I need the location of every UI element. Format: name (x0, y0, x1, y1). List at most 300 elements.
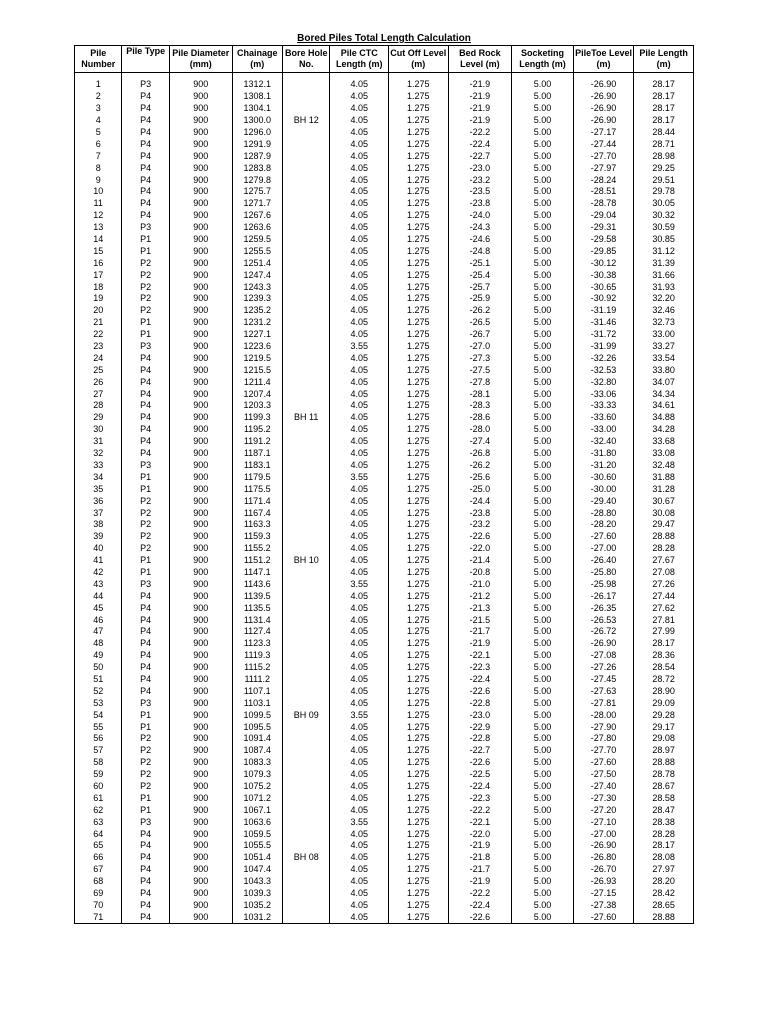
chainage-cell: 1071.2 (232, 792, 282, 804)
table-row (75, 364, 694, 376)
pile-toe-level-cell: -33.06 (573, 388, 634, 400)
cut-off-level-cell: 1.275 (389, 305, 449, 317)
pile-ctc-length-cell: 4.05 (330, 269, 389, 281)
pile-number-cell: 22 (75, 329, 122, 341)
socketing-length-cell: 5.00 (512, 162, 574, 174)
pile-length-cell: 28.88 (634, 531, 694, 543)
pile-diameter-cell: 900 (169, 757, 232, 769)
socketing-length-cell: 5.00 (512, 650, 574, 662)
bed-rock-level-cell: -22.5 (448, 769, 512, 781)
table-row (75, 769, 694, 781)
chainage-cell: 1211.4 (232, 376, 282, 388)
cut-off-level-cell: 1.275 (389, 709, 449, 721)
pile-toe-level-cell: -26.35 (573, 602, 634, 614)
pile-number-cell: 9 (75, 174, 122, 186)
bore-hole-cell (282, 911, 329, 923)
pile-toe-level-cell: -30.38 (573, 269, 634, 281)
calculation-sheet (74, 33, 694, 924)
cut-off-level-cell: 1.275 (389, 127, 449, 139)
bore-hole-cell: BH 11 (282, 412, 329, 424)
pile-ctc-length-cell: 4.05 (330, 376, 389, 388)
pile-number-cell: 60 (75, 781, 122, 793)
pile-type-cell: P4 (122, 162, 169, 174)
chainage-cell: 1087.4 (232, 745, 282, 757)
pile-ctc-length-cell: 4.05 (330, 697, 389, 709)
socketing-length-cell: 5.00 (512, 483, 574, 495)
pile-ctc-length-cell: 3.55 (330, 709, 389, 721)
pile-type-cell: P3 (122, 816, 169, 828)
pile-toe-level-cell: -31.99 (573, 341, 634, 353)
pile-diameter-cell: 900 (169, 115, 232, 127)
pile-toe-level-cell: -27.70 (573, 150, 634, 162)
pile-ctc-length-cell: 4.05 (330, 840, 389, 852)
chainage-cell: 1275.7 (232, 186, 282, 198)
pile-toe-level-cell: -30.65 (573, 281, 634, 293)
cut-off-level-cell: 1.275 (389, 364, 449, 376)
cut-off-level-cell: 1.275 (389, 662, 449, 674)
pile-ctc-length-cell: 4.05 (330, 198, 389, 210)
pile-type-cell: P3 (122, 222, 169, 234)
pile-ctc-length-cell: 4.05 (330, 650, 389, 662)
chainage-cell: 1115.2 (232, 662, 282, 674)
pile-diameter-cell: 900 (169, 626, 232, 638)
table-row (75, 222, 694, 234)
chainage-cell: 1251.4 (232, 257, 282, 269)
pile-ctc-length-cell: 4.05 (330, 115, 389, 127)
bore-hole-cell (282, 888, 329, 900)
pile-type-cell: P3 (122, 341, 169, 353)
chainage-cell: 1187.1 (232, 448, 282, 460)
pile-number-cell: 49 (75, 650, 122, 662)
chainage-cell: 1239.3 (232, 293, 282, 305)
socketing-length-cell: 5.00 (512, 733, 574, 745)
pile-diameter-cell: 900 (169, 424, 232, 436)
chainage-cell: 1119.3 (232, 650, 282, 662)
bore-hole-cell (282, 127, 329, 139)
bore-hole-cell (282, 174, 329, 186)
pile-ctc-length-cell: 4.05 (330, 876, 389, 888)
pile-number-cell: 6 (75, 138, 122, 150)
table-row (75, 555, 694, 567)
cut-off-level-cell: 1.275 (389, 376, 449, 388)
pile-type-cell: P4 (122, 602, 169, 614)
bore-hole-cell (282, 400, 329, 412)
pile-length-cell: 29.51 (634, 174, 694, 186)
cut-off-level-cell: 1.275 (389, 281, 449, 293)
pile-ctc-length-cell: 4.05 (330, 781, 389, 793)
pile-type-cell: P2 (122, 495, 169, 507)
pile-toe-level-cell: -27.70 (573, 745, 634, 757)
pile-diameter-cell: 900 (169, 602, 232, 614)
pile-toe-level-cell: -27.80 (573, 733, 634, 745)
cut-off-level-cell: 1.275 (389, 245, 449, 257)
bore-hole-cell (282, 638, 329, 650)
table-row (75, 816, 694, 828)
pile-toe-level-cell: -33.33 (573, 400, 634, 412)
cut-off-level-cell: 1.275 (389, 495, 449, 507)
cut-off-level-cell: 1.275 (389, 899, 449, 911)
pile-type-cell: P4 (122, 198, 169, 210)
pile-type-cell: P4 (122, 127, 169, 139)
pile-diameter-cell: 900 (169, 567, 232, 579)
bore-hole-cell (282, 245, 329, 257)
bed-rock-level-cell: -21.8 (448, 852, 512, 864)
pile-number-cell: 45 (75, 602, 122, 614)
pile-toe-level-cell: -27.00 (573, 543, 634, 555)
pile-type-cell: P1 (122, 234, 169, 246)
pile-number-cell: 13 (75, 222, 122, 234)
chainage-cell: 1300.0 (232, 115, 282, 127)
pile-diameter-cell: 900 (169, 234, 232, 246)
pile-type-cell: P4 (122, 614, 169, 626)
cut-off-level-cell: 1.275 (389, 555, 449, 567)
chainage-cell: 1055.5 (232, 840, 282, 852)
pile-diameter-cell: 900 (169, 341, 232, 353)
table-row (75, 79, 694, 91)
pile-diameter-cell: 900 (169, 436, 232, 448)
cut-off-level-cell: 1.275 (389, 412, 449, 424)
pile-type-cell: P2 (122, 757, 169, 769)
bore-hole-cell (282, 792, 329, 804)
pile-type-cell: P4 (122, 91, 169, 103)
pile-toe-level-cell: -29.04 (573, 210, 634, 222)
table-row (75, 471, 694, 483)
header-row (75, 46, 694, 73)
pile-type-cell: P2 (122, 531, 169, 543)
pile-type-cell: P2 (122, 257, 169, 269)
pile-type-cell: P4 (122, 436, 169, 448)
table-row (75, 745, 694, 757)
pile-ctc-length-cell: 4.05 (330, 281, 389, 293)
pile-number-cell: 55 (75, 721, 122, 733)
pile-type-cell: P4 (122, 138, 169, 150)
table-row (75, 91, 694, 103)
socketing-length-cell: 5.00 (512, 769, 574, 781)
bed-rock-level-cell: -23.2 (448, 519, 512, 531)
pile-toe-level-cell: -31.46 (573, 317, 634, 329)
cut-off-level-cell: 1.275 (389, 388, 449, 400)
cut-off-level-cell: 1.275 (389, 317, 449, 329)
chainage-cell: 1111.2 (232, 674, 282, 686)
table-row (75, 281, 694, 293)
pile-length-cell: 34.07 (634, 376, 694, 388)
pile-ctc-length-cell: 4.05 (330, 103, 389, 115)
pile-ctc-length-cell: 4.05 (330, 305, 389, 317)
pile-length-cell: 27.62 (634, 602, 694, 614)
pile-diameter-cell: 900 (169, 317, 232, 329)
pile-length-cell: 29.28 (634, 709, 694, 721)
socketing-length-cell: 5.00 (512, 697, 574, 709)
pile-ctc-length-cell: 4.05 (330, 792, 389, 804)
socketing-length-cell: 5.00 (512, 198, 574, 210)
socketing-length-cell: 5.00 (512, 341, 574, 353)
chainage-cell: 1215.5 (232, 364, 282, 376)
pile-toe-level-cell: -27.60 (573, 757, 634, 769)
pile-type-cell: P4 (122, 685, 169, 697)
pile-length-cell: 33.08 (634, 448, 694, 460)
table-row (75, 305, 694, 317)
header-pile-number: Pile Number (75, 46, 122, 73)
chainage-cell: 1135.5 (232, 602, 282, 614)
chainage-cell: 1099.5 (232, 709, 282, 721)
pile-ctc-length-cell: 4.05 (330, 531, 389, 543)
bore-hole-cell (282, 840, 329, 852)
pile-number-cell: 21 (75, 317, 122, 329)
cut-off-level-cell: 1.275 (389, 876, 449, 888)
table-row (75, 590, 694, 602)
bed-rock-level-cell: -26.2 (448, 460, 512, 472)
bore-hole-cell (282, 567, 329, 579)
cut-off-level-cell: 1.275 (389, 210, 449, 222)
bore-hole-cell (282, 781, 329, 793)
table-row (75, 103, 694, 115)
cut-off-level-cell: 1.275 (389, 792, 449, 804)
chainage-cell: 1139.5 (232, 590, 282, 602)
chainage-cell: 1291.9 (232, 138, 282, 150)
pile-ctc-length-cell: 4.05 (330, 721, 389, 733)
pile-diameter-cell: 900 (169, 388, 232, 400)
pile-toe-level-cell: -26.70 (573, 864, 634, 876)
bore-hole-cell (282, 816, 329, 828)
chainage-cell: 1159.3 (232, 531, 282, 543)
table-row (75, 115, 694, 127)
bore-hole-cell (282, 578, 329, 590)
chainage-cell: 1231.2 (232, 317, 282, 329)
pile-type-cell: P4 (122, 650, 169, 662)
table-row (75, 709, 694, 721)
chainage-cell: 1103.1 (232, 697, 282, 709)
pile-diameter-cell: 900 (169, 103, 232, 115)
bed-rock-level-cell: -27.3 (448, 352, 512, 364)
pile-ctc-length-cell: 4.05 (330, 864, 389, 876)
bore-hole-cell (282, 293, 329, 305)
pile-ctc-length-cell: 4.05 (330, 626, 389, 638)
pile-ctc-length-cell: 4.05 (330, 543, 389, 555)
pile-length-cell: 28.17 (634, 79, 694, 91)
bed-rock-level-cell: -22.4 (448, 138, 512, 150)
bore-hole-cell (282, 650, 329, 662)
bore-hole-cell (282, 79, 329, 91)
pile-length-cell: 29.25 (634, 162, 694, 174)
bore-hole-cell (282, 626, 329, 638)
pile-ctc-length-cell: 4.05 (330, 899, 389, 911)
pile-toe-level-cell: -27.00 (573, 828, 634, 840)
pile-toe-level-cell: -27.81 (573, 697, 634, 709)
pile-type-cell: P3 (122, 460, 169, 472)
bore-hole-cell (282, 162, 329, 174)
cut-off-level-cell: 1.275 (389, 150, 449, 162)
pile-diameter-cell: 900 (169, 804, 232, 816)
table-row (75, 424, 694, 436)
socketing-length-cell: 5.00 (512, 638, 574, 650)
pile-ctc-length-cell: 4.05 (330, 674, 389, 686)
pile-diameter-cell: 900 (169, 293, 232, 305)
bore-hole-cell (282, 828, 329, 840)
cut-off-level-cell: 1.275 (389, 115, 449, 127)
bore-hole-cell (282, 222, 329, 234)
pile-length-cell: 31.28 (634, 483, 694, 495)
pile-number-cell: 71 (75, 911, 122, 923)
pile-toe-level-cell: -27.63 (573, 685, 634, 697)
table-row (75, 721, 694, 733)
pile-length-cell: 27.67 (634, 555, 694, 567)
pile-length-cell: 28.71 (634, 138, 694, 150)
chainage-cell: 1163.3 (232, 519, 282, 531)
pile-type-cell: P4 (122, 626, 169, 638)
chainage-cell: 1167.4 (232, 507, 282, 519)
pile-number-cell: 39 (75, 531, 122, 543)
pile-length-cell: 30.05 (634, 198, 694, 210)
pile-type-cell: P4 (122, 186, 169, 198)
bed-rock-level-cell: -21.0 (448, 578, 512, 590)
table-row (75, 602, 694, 614)
cut-off-level-cell: 1.275 (389, 757, 449, 769)
chainage-cell: 1195.2 (232, 424, 282, 436)
pile-toe-level-cell: -31.20 (573, 460, 634, 472)
pile-diameter-cell: 900 (169, 162, 232, 174)
socketing-length-cell: 5.00 (512, 852, 574, 864)
pile-type-cell: P2 (122, 507, 169, 519)
bore-hole-cell (282, 697, 329, 709)
pile-number-cell: 66 (75, 852, 122, 864)
socketing-length-cell: 5.00 (512, 709, 574, 721)
socketing-length-cell: 5.00 (512, 424, 574, 436)
bore-hole-cell (282, 531, 329, 543)
chainage-cell: 1043.3 (232, 876, 282, 888)
pile-ctc-length-cell: 4.05 (330, 317, 389, 329)
socketing-length-cell: 5.00 (512, 614, 574, 626)
chainage-cell: 1263.6 (232, 222, 282, 234)
table-row (75, 578, 694, 590)
pile-number-cell: 65 (75, 840, 122, 852)
pile-diameter-cell: 900 (169, 828, 232, 840)
pile-diameter-cell: 900 (169, 448, 232, 460)
pile-type-cell: P1 (122, 245, 169, 257)
pile-type-cell: P4 (122, 412, 169, 424)
pile-type-cell: P4 (122, 674, 169, 686)
cut-off-level-cell: 1.275 (389, 257, 449, 269)
bed-rock-level-cell: -28.0 (448, 424, 512, 436)
socketing-length-cell: 5.00 (512, 460, 574, 472)
table-row (75, 317, 694, 329)
pile-type-cell: P1 (122, 792, 169, 804)
pile-diameter-cell: 900 (169, 269, 232, 281)
pile-length-cell: 28.42 (634, 888, 694, 900)
pile-diameter-cell: 900 (169, 257, 232, 269)
header-pile-type: Pile Type (122, 46, 169, 73)
pile-diameter-cell: 900 (169, 840, 232, 852)
sheet-title: Bored Piles Total Length Calculation (297, 33, 471, 44)
pile-number-cell: 44 (75, 590, 122, 602)
cut-off-level-cell: 1.275 (389, 519, 449, 531)
table-row (75, 888, 694, 900)
chainage-cell: 1207.4 (232, 388, 282, 400)
pile-length-cell: 28.88 (634, 911, 694, 923)
pile-number-cell: 12 (75, 210, 122, 222)
table-row (75, 436, 694, 448)
table-row (75, 519, 694, 531)
bed-rock-level-cell: -27.4 (448, 436, 512, 448)
pile-ctc-length-cell: 4.05 (330, 614, 389, 626)
chainage-cell: 1127.4 (232, 626, 282, 638)
pile-ctc-length-cell: 3.55 (330, 816, 389, 828)
pile-number-cell: 37 (75, 507, 122, 519)
pile-type-cell: P4 (122, 174, 169, 186)
chainage-cell: 1312.1 (232, 79, 282, 91)
pile-ctc-length-cell: 4.05 (330, 769, 389, 781)
bed-rock-level-cell: -22.0 (448, 828, 512, 840)
pile-toe-level-cell: -26.90 (573, 91, 634, 103)
cut-off-level-cell: 1.275 (389, 103, 449, 115)
bed-rock-level-cell: -23.8 (448, 198, 512, 210)
pile-type-cell: P4 (122, 424, 169, 436)
table-row (75, 531, 694, 543)
pile-ctc-length-cell: 4.05 (330, 91, 389, 103)
bed-rock-level-cell: -25.1 (448, 257, 512, 269)
pile-length-cell: 29.08 (634, 733, 694, 745)
chainage-cell: 1199.3 (232, 412, 282, 424)
bed-rock-level-cell: -25.4 (448, 269, 512, 281)
pile-length-cell: 31.12 (634, 245, 694, 257)
pile-type-cell: P4 (122, 662, 169, 674)
pile-type-cell: P4 (122, 376, 169, 388)
pile-length-cell: 31.93 (634, 281, 694, 293)
socketing-length-cell: 5.00 (512, 828, 574, 840)
pile-diameter-cell: 900 (169, 507, 232, 519)
socketing-length-cell: 5.00 (512, 899, 574, 911)
socketing-length-cell: 5.00 (512, 745, 574, 757)
bed-rock-level-cell: -25.7 (448, 281, 512, 293)
header-socketing-length: Socketing Length (m) (512, 46, 574, 73)
table-row (75, 614, 694, 626)
pile-number-cell: 46 (75, 614, 122, 626)
pile-length-cell: 28.28 (634, 543, 694, 555)
pile-toe-level-cell: -29.85 (573, 245, 634, 257)
pile-type-cell: P2 (122, 519, 169, 531)
pile-ctc-length-cell: 4.05 (330, 293, 389, 305)
pile-number-cell: 31 (75, 436, 122, 448)
pile-type-cell: P4 (122, 115, 169, 127)
pile-ctc-length-cell: 4.05 (330, 412, 389, 424)
pile-length-cell: 28.44 (634, 127, 694, 139)
pile-length-cell: 34.34 (634, 388, 694, 400)
bore-hole-cell (282, 364, 329, 376)
pile-length-cell: 29.78 (634, 186, 694, 198)
bore-hole-cell (282, 543, 329, 555)
pile-toe-level-cell: -27.26 (573, 662, 634, 674)
bed-rock-level-cell: -23.5 (448, 186, 512, 198)
cut-off-level-cell: 1.275 (389, 733, 449, 745)
pile-number-cell: 25 (75, 364, 122, 376)
table-row (75, 210, 694, 222)
bed-rock-level-cell: -27.0 (448, 341, 512, 353)
chainage-cell: 1247.4 (232, 269, 282, 281)
pile-diameter-cell: 900 (169, 412, 232, 424)
pile-ctc-length-cell: 4.05 (330, 174, 389, 186)
pile-length-cell: 29.17 (634, 721, 694, 733)
socketing-length-cell: 5.00 (512, 685, 574, 697)
cut-off-level-cell: 1.275 (389, 352, 449, 364)
table-row (75, 162, 694, 174)
pile-length-cell: 27.81 (634, 614, 694, 626)
bore-hole-cell (282, 745, 329, 757)
pile-toe-level-cell: -26.40 (573, 555, 634, 567)
pile-length-table (74, 45, 694, 924)
pile-length-cell: 28.17 (634, 91, 694, 103)
table-row (75, 460, 694, 472)
pile-number-cell: 53 (75, 697, 122, 709)
bore-hole-cell (282, 376, 329, 388)
